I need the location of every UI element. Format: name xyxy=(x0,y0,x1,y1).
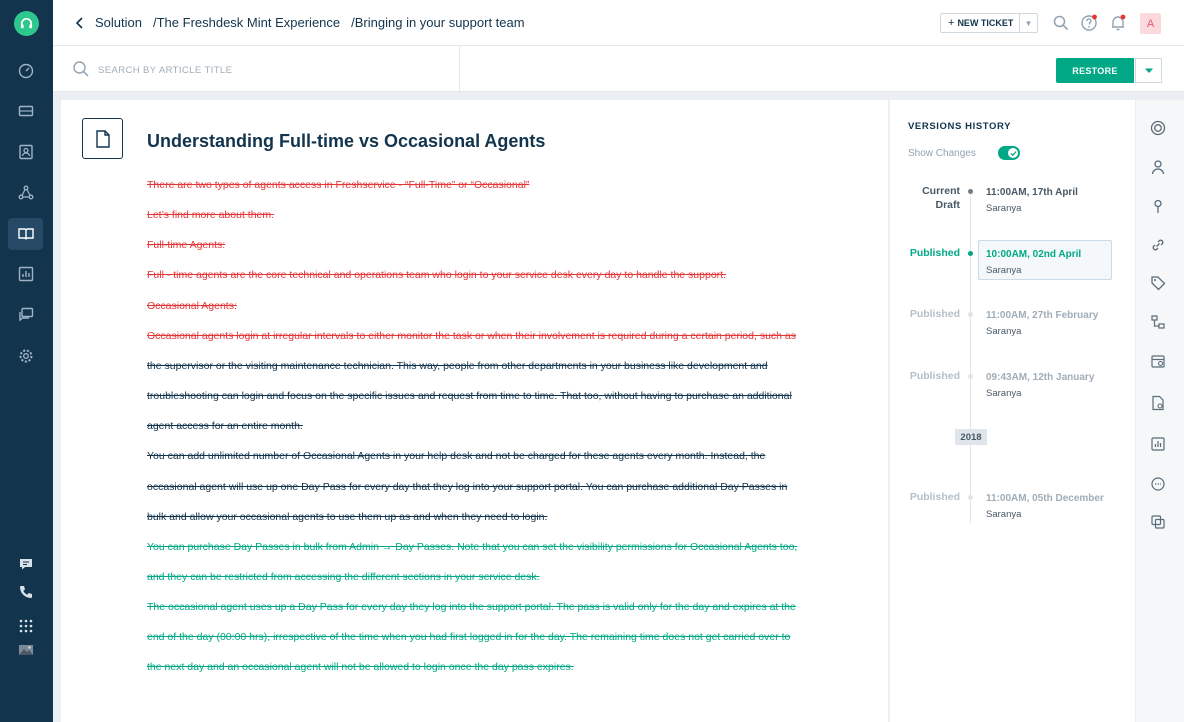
article-line: The occasional agent uses up a Day Pass for every day they log into the support portal. The pass is valid only for the day and expires at the xyxy=(147,601,796,614)
chart-icon[interactable] xyxy=(1150,436,1166,452)
right-icon-rail xyxy=(1136,100,1184,722)
article-line: Full - time agents are the core technical and operations team who login to your service desk every day to handle the support. xyxy=(147,269,726,282)
version-author: Saranya xyxy=(986,203,1022,214)
timeline-dot xyxy=(968,374,973,379)
timeline-dot xyxy=(968,251,973,256)
article-line: the next day and an occasional agent will not be allowed to login once the day pass expires. xyxy=(147,661,574,674)
article-line: the supervisor or the visiting maintenance technician. This way, people from other departments in your business like development and xyxy=(147,359,768,372)
version-status xyxy=(890,307,960,321)
new-ticket-label: NEW TICKET xyxy=(957,18,1014,28)
timeline-line xyxy=(970,193,971,523)
timeline-dot xyxy=(968,312,973,317)
top-header xyxy=(53,0,1184,46)
tickets-icon[interactable] xyxy=(8,95,43,127)
restore-button[interactable]: RESTORE xyxy=(1056,58,1134,83)
caret-down-icon xyxy=(1144,67,1154,75)
version-status xyxy=(890,184,960,212)
version-status-line: Published xyxy=(909,370,960,382)
article-line: There are two types of agents access in Freshservice - “Full-Time” or “Occasional” xyxy=(147,179,530,191)
search-icon[interactable] xyxy=(1052,14,1070,32)
divider xyxy=(459,46,460,92)
version-status xyxy=(890,490,960,504)
freshdesk-logo-icon[interactable] xyxy=(14,11,39,36)
timeline-dot xyxy=(968,189,973,194)
help-icon[interactable] xyxy=(1080,14,1098,32)
breadcrumb-separator: / xyxy=(152,15,157,30)
article-line: You can purchase Day Passes in bulk from Admin → Day Passes. Note that you can set the visibility permissions for Occasional Agents too, xyxy=(147,540,798,553)
article-line: troubleshooting can login and focus on the specific issues and request from time to time. That too, without having to purchase an additional xyxy=(147,390,792,403)
article-line: Occasional Agents: xyxy=(147,299,237,312)
version-timestamp[interactable]: 11:00AM, 17th April xyxy=(986,187,1078,198)
version-status xyxy=(890,369,960,383)
version-status-line: Published xyxy=(909,308,960,320)
article-line: agent access for an entire month. xyxy=(147,420,303,433)
document-icon xyxy=(82,118,123,159)
version-author: Saranya xyxy=(986,265,1022,276)
version-status-line: Current xyxy=(922,185,960,197)
versions-history-title: VERSIONS HISTORY xyxy=(908,121,1012,132)
admin-gear-icon[interactable] xyxy=(8,340,43,372)
reports-icon[interactable] xyxy=(8,258,43,290)
timeline-dot xyxy=(968,495,973,500)
article-line: occasional agent will use up one Day Pass for every day that they log into your support portal. You can purchase additional Day Passes in xyxy=(147,480,788,493)
discussions-icon[interactable] xyxy=(8,299,43,331)
restore-dropdown-button[interactable] xyxy=(1135,58,1162,83)
breadcrumb-folder[interactable]: The Freshdesk Mint Experience xyxy=(156,15,341,30)
article-title: Understanding Full-time vs Occasional Agents xyxy=(147,131,546,151)
article-search-icon xyxy=(72,60,90,78)
toolbar-row xyxy=(53,46,1184,92)
article-line: You can add unlimited number of Occasional Agents in your help desk and not be charged for these agents every month. Instead, the xyxy=(147,450,766,463)
profile-photo-icon[interactable] xyxy=(8,634,43,666)
target-icon[interactable] xyxy=(1150,120,1166,136)
new-ticket-button[interactable] xyxy=(940,13,1038,33)
breadcrumb-article: Bringing in your support team xyxy=(354,15,525,30)
phone-icon[interactable] xyxy=(8,576,43,608)
link-icon[interactable] xyxy=(1150,237,1166,253)
solutions-icon[interactable] xyxy=(8,218,43,250)
version-author: Saranya xyxy=(986,509,1022,520)
article-card xyxy=(61,100,888,722)
version-timestamp[interactable]: 09:43AM, 12th January xyxy=(986,372,1095,383)
article-search-input[interactable] xyxy=(98,61,438,79)
version-author: Saranya xyxy=(986,326,1022,337)
show-changes-label: Show Changes xyxy=(908,148,976,159)
show-changes-toggle[interactable] xyxy=(998,146,1020,160)
version-timestamp[interactable]: 11:00AM, 27th February xyxy=(986,310,1099,321)
new-ticket-dropdown-icon[interactable]: ▼ xyxy=(1019,14,1037,32)
version-status-line: Published xyxy=(909,247,960,259)
breadcrumb xyxy=(95,15,525,30)
article-line: Full-time Agents: xyxy=(147,239,226,252)
article-line: Let’s find more about them. xyxy=(147,209,275,222)
version-status xyxy=(890,246,960,260)
article-line: and they can be restricted from accessing the different sections in your service desk. xyxy=(147,570,540,583)
social-icon[interactable] xyxy=(8,177,43,209)
dashboard-icon[interactable] xyxy=(8,55,43,87)
back-chevron-icon[interactable] xyxy=(73,14,87,32)
version-author: Saranya xyxy=(986,388,1022,399)
article-line: bulk and allow your occasional agents to use them up as and when they need to login. xyxy=(147,510,548,523)
contacts-icon[interactable] xyxy=(8,136,43,168)
tag-icon[interactable] xyxy=(1150,275,1166,291)
user-icon[interactable] xyxy=(1150,159,1166,175)
breadcrumb-solution[interactable]: Solution xyxy=(95,15,142,30)
article-line: end of the day (00:00 hrs), irrespective of the time when you had first logged in for the day. The remaining time does not get carried over to xyxy=(147,631,791,644)
version-status-line: Draft xyxy=(935,199,960,211)
notification-bell-icon[interactable] xyxy=(1109,14,1127,32)
plus-icon: + xyxy=(948,17,955,29)
pin-icon[interactable] xyxy=(1150,198,1166,214)
versions-history-panel xyxy=(889,100,1135,722)
calendar-icon[interactable] xyxy=(1150,353,1166,369)
user-avatar[interactable]: A xyxy=(1140,13,1161,34)
year-marker: 2018 xyxy=(955,429,987,445)
breadcrumb-separator: / xyxy=(351,15,355,30)
tree-icon[interactable] xyxy=(1150,314,1166,330)
comment-icon[interactable] xyxy=(1150,476,1166,492)
version-status-line: Published xyxy=(909,491,960,503)
copy-icon[interactable] xyxy=(1150,514,1166,530)
file-icon[interactable] xyxy=(1150,395,1166,411)
left-navigation xyxy=(0,0,53,722)
version-timestamp[interactable]: 11:00AM, 05th December xyxy=(986,493,1104,504)
article-line: Occasional agents login at irregular intervals to either monitor the task or when their involvement is required during a certain period, such as xyxy=(147,329,797,342)
version-timestamp[interactable]: 10:00AM, 02nd April xyxy=(986,249,1082,260)
check-icon xyxy=(1008,148,1018,158)
